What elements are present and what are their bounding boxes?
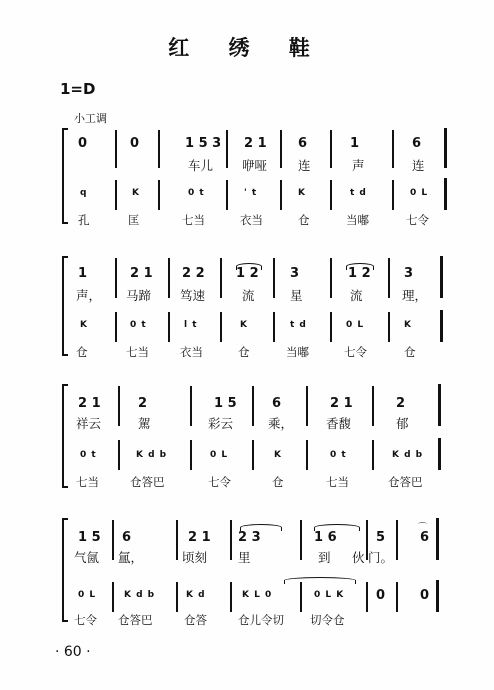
barline [226, 180, 228, 210]
barline [273, 258, 275, 298]
melody-note: 6 [420, 530, 430, 545]
percussion-notation: t d [350, 188, 367, 198]
percussion-syllable: 仓答巴 [388, 475, 423, 489]
barline [118, 386, 120, 426]
melody-note: 2 [396, 396, 406, 411]
melody-note: 2 1 [330, 396, 353, 411]
barline [330, 180, 332, 210]
lyric: 笃速 [180, 288, 206, 303]
barline [115, 312, 117, 342]
bracket-bottom-tick [62, 354, 68, 356]
percussion-syllable: 衣当 [180, 345, 203, 359]
percussion-syllable: 仓 [76, 345, 88, 359]
percussion-notation: 0 L [210, 450, 229, 460]
percussion-syllable: 匡 [128, 213, 140, 227]
melody-note: 1 2 [348, 266, 371, 281]
barline [273, 312, 275, 342]
system-end-bar [440, 310, 443, 342]
lyric: 駕 [138, 416, 151, 431]
barline [392, 180, 394, 210]
percussion-syllable: 七当 [126, 345, 149, 359]
lyric: 香馥 [326, 416, 352, 431]
melody-note: 3 [290, 266, 300, 281]
lyric: 气氤 [74, 550, 100, 565]
lyric: 郁 [396, 416, 409, 431]
barline [112, 582, 114, 612]
percussion-syllable: 仓儿令切 [238, 613, 284, 627]
melody-note: 0 [130, 136, 140, 151]
percussion-syllable: 仓 [238, 345, 250, 359]
barline [280, 130, 282, 168]
bracket-top-tick [62, 384, 68, 386]
barline [115, 180, 117, 210]
percussion-notation: 0 L [410, 188, 429, 198]
barline [280, 180, 282, 210]
percussion-syllable: 仓 [298, 213, 310, 227]
melody-note: 2 3 [238, 530, 261, 545]
melody-note: 6 [122, 530, 132, 545]
melody-note: 1 5 [78, 530, 101, 545]
bracket-bottom-tick [62, 222, 68, 224]
barline [176, 582, 178, 612]
barline [306, 440, 308, 470]
barline [226, 130, 228, 168]
melody-note: 2 2 [182, 266, 205, 281]
melody-note: 1 5 [214, 396, 237, 411]
barline [176, 520, 178, 560]
lyric: 门。 [368, 550, 394, 565]
percussion-syllable: 仓答巴 [130, 475, 165, 489]
percussion-notation: K d [186, 590, 206, 600]
barline [252, 440, 254, 470]
barline [372, 440, 374, 470]
melody-note: 3 [404, 266, 414, 281]
system-bracket [62, 384, 64, 488]
percussion-notation: K d b [136, 450, 168, 460]
fermata-mark: ⌒ [418, 523, 428, 533]
slur-mark [284, 577, 356, 584]
system-end-bar [440, 256, 443, 298]
melody-note: 5 [376, 530, 386, 545]
percussion-syllable: 仓 [272, 475, 284, 489]
barline [220, 312, 222, 342]
bracket-top-tick [62, 128, 68, 130]
barline [158, 130, 160, 168]
lyric: 流 [350, 288, 363, 303]
lyric: 马蹄 [126, 288, 152, 303]
melody-note: 2 1 [244, 136, 267, 151]
page-title: 红 绣 鞋 [168, 35, 326, 60]
melody-note: 2 [138, 396, 148, 411]
percussion-syllable: 仓 [404, 345, 416, 359]
percussion-syllable: 七令 [406, 213, 429, 227]
barline [306, 386, 308, 426]
percussion-notation: K [298, 188, 306, 198]
percussion-notation: 0 t [130, 320, 147, 330]
melody-note: 6 [298, 136, 308, 151]
percussion-notation: K d b [124, 590, 156, 600]
lyric: 到 [318, 550, 331, 565]
percussion-notation: 0 L K [314, 590, 345, 600]
melody-note: 1 [350, 136, 360, 151]
page-number: · 60 · [55, 644, 91, 660]
system-end-bar [436, 580, 439, 612]
percussion-syllable: 七当 [326, 475, 349, 489]
barline [252, 386, 254, 426]
percussion-syllable: 仓答巴 [118, 613, 153, 627]
barline [168, 312, 170, 342]
lyric: 顷刻 [182, 550, 208, 565]
bracket-bottom-tick [62, 486, 68, 488]
melody-note: 1 6 [314, 530, 337, 545]
melody-note: 2 1 [130, 266, 153, 281]
lyric: 车儿 [188, 158, 214, 173]
percussion-syllable: 七当 [76, 475, 99, 489]
melody-note: 6 [272, 396, 282, 411]
system-end-bar [444, 178, 447, 210]
percussion-syllable: 当嘟 [346, 213, 369, 227]
percussion-notation: K [240, 320, 248, 330]
lyric: 氲， [118, 550, 144, 565]
percussion-syllable: 当嘟 [286, 345, 309, 359]
percussion-syllable: 衣当 [240, 213, 263, 227]
percussion-notation: K L 0 [242, 590, 273, 600]
percussion-notation: q [80, 188, 88, 198]
barline [300, 582, 302, 612]
barline [396, 582, 398, 612]
lyric: 连 [298, 158, 311, 173]
barline [190, 386, 192, 426]
barline [190, 440, 192, 470]
percussion-notation: K [132, 188, 140, 198]
barline [118, 440, 120, 470]
lyric: 流 [242, 288, 255, 303]
melody-note: 0 [78, 136, 88, 151]
percussion-notation: l t [184, 320, 198, 330]
lyric: 星 [290, 288, 303, 303]
barline [396, 520, 398, 560]
barline [372, 386, 374, 426]
system-end-bar [436, 518, 439, 560]
percussion-syllable: 仓答 [184, 613, 207, 627]
percussion-syllable: 七当 [182, 213, 205, 227]
barline [392, 130, 394, 168]
melody-note: 2 1 [188, 530, 211, 545]
barline [330, 312, 332, 342]
melody-note: 1 [78, 266, 88, 281]
barline [115, 130, 117, 168]
percussion-notation: ' t [244, 188, 258, 198]
system-end-bar [438, 438, 441, 470]
mode-label: 小工调 [74, 112, 107, 125]
key-signature: 1=D [60, 80, 96, 98]
percussion-syllable: 孔 [78, 213, 90, 227]
lyric: 彩云 [208, 416, 234, 431]
percussion-syllable: 切令仓 [310, 613, 345, 627]
percussion-notation: K [80, 320, 88, 330]
barline [388, 258, 390, 298]
system-bracket [62, 518, 64, 622]
percussion-notation: 0 t [80, 450, 97, 460]
bracket-top-tick [62, 256, 68, 258]
system-end-bar [438, 384, 441, 426]
percussion-syllable: 七令 [344, 345, 367, 359]
percussion-notation: 0 t [188, 188, 205, 198]
barline [112, 520, 114, 560]
barline [300, 520, 302, 560]
lyric: 连 [412, 158, 425, 173]
melody-note: 1 2 [236, 266, 259, 281]
bracket-top-tick [62, 518, 68, 520]
barline [230, 582, 232, 612]
barline [230, 520, 232, 560]
percussion-notation: 0 L [78, 590, 97, 600]
lyric: 声， [76, 288, 102, 303]
lyric: 咿哑 [242, 158, 268, 173]
percussion-notation: K d b [392, 450, 424, 460]
barline [388, 312, 390, 342]
percussion-syllable: 七令 [208, 475, 231, 489]
melody-note: 0 [420, 588, 430, 603]
percussion-notation: K [404, 320, 412, 330]
melody-note: 1 5 3 [185, 136, 222, 151]
percussion-notation: K [274, 450, 282, 460]
lyric: 理， [402, 288, 428, 303]
lyric: 伙 [352, 550, 365, 565]
melody-note: 6 [412, 136, 422, 151]
lyric: 里 [238, 550, 251, 565]
percussion-notation: 0 t [330, 450, 347, 460]
barline [330, 130, 332, 168]
system-bracket [62, 256, 64, 356]
barline [115, 258, 117, 298]
barline [330, 258, 332, 298]
barline [366, 582, 368, 612]
melody-note: 0 [376, 588, 386, 603]
system-bracket [62, 128, 64, 224]
bracket-bottom-tick [62, 620, 68, 622]
system-end-bar [444, 128, 447, 168]
percussion-notation: 0 L [346, 320, 365, 330]
lyric: 乘， [268, 416, 294, 431]
barline [220, 258, 222, 298]
lyric: 祥云 [76, 416, 102, 431]
barline [158, 180, 160, 210]
melody-note: 2 1 [78, 396, 101, 411]
percussion-syllable: 七令 [74, 613, 97, 627]
lyric: 声 [352, 158, 365, 173]
percussion-notation: t d [290, 320, 307, 330]
barline [168, 258, 170, 298]
